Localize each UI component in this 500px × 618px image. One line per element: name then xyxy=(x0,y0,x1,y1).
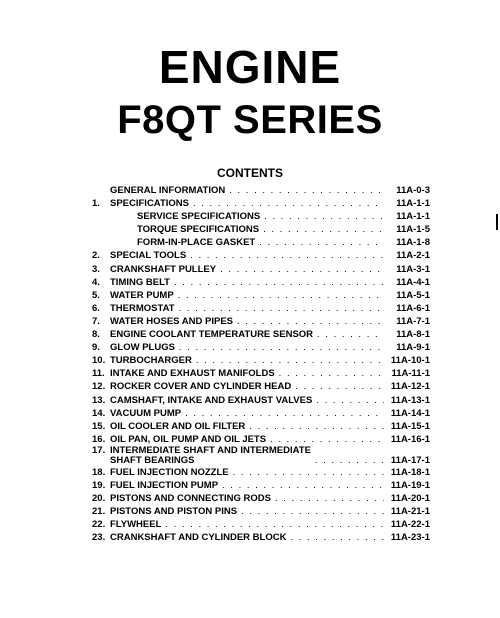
toc-entry-page: 11A-7-1 xyxy=(396,315,430,327)
toc-entry-title: FORM-IN-PLACE GASKET xyxy=(137,237,256,249)
dot-leader xyxy=(317,328,384,341)
dot-leader xyxy=(222,479,384,492)
toc-entry-page: 11A-18-1 xyxy=(390,466,430,478)
toc-entry-number: 20. xyxy=(92,493,106,505)
page-subtitle: F8QT SERIES xyxy=(117,98,383,142)
toc-entry[interactable] xyxy=(92,197,430,210)
dot-leader xyxy=(290,531,384,544)
toc-entry-title: THERMOSTAT xyxy=(110,302,175,314)
dot-leader xyxy=(196,354,384,367)
toc-entry-page: 11A-1-1 xyxy=(396,211,430,223)
page-title: ENGINE xyxy=(158,41,342,93)
dot-leader xyxy=(193,197,384,210)
toc-entry-page: 11A-1-8 xyxy=(396,237,430,249)
toc-entry[interactable] xyxy=(92,354,430,367)
toc-entry-number: 15. xyxy=(92,420,106,432)
toc-entry[interactable] xyxy=(92,223,430,236)
dot-leader xyxy=(190,249,384,262)
toc-entry-page: 11A-8-1 xyxy=(396,329,430,341)
toc-entry-number: 16. xyxy=(92,433,106,445)
table-of-contents xyxy=(92,184,430,544)
toc-entry-page: 11A-23-1 xyxy=(390,532,430,544)
toc-entry-page: 11A-0-3 xyxy=(396,185,430,196)
toc-entry-title: FLYWHEEL xyxy=(110,519,162,531)
toc-entry-number: 10. xyxy=(92,355,106,367)
toc-entry[interactable] xyxy=(92,236,430,249)
toc-entry-number: 11. xyxy=(92,368,105,380)
toc-entry-title: FUEL INJECTION NOZZLE xyxy=(110,466,229,478)
toc-entry-page: 11A-4-1 xyxy=(396,276,430,288)
dot-leader xyxy=(259,236,384,249)
toc-entry-title: WATER HOSES AND PIPES xyxy=(110,315,233,327)
toc-entry[interactable] xyxy=(92,367,430,380)
toc-entry-title-line2: SHAFT BEARINGS xyxy=(110,454,195,466)
toc-entry-title: TORQUE SPECIFICATIONS xyxy=(137,224,260,236)
toc-entry-page: 11A-19-1 xyxy=(390,479,430,491)
dot-leader xyxy=(229,184,384,197)
dot-leader xyxy=(179,302,384,315)
toc-entry-title: CRANKSHAFT PULLEY xyxy=(110,263,217,275)
toc-entry[interactable] xyxy=(92,289,430,302)
dot-leader xyxy=(264,210,384,223)
toc-entry-number: 9. xyxy=(92,342,100,354)
toc-entry[interactable] xyxy=(92,341,430,354)
toc-entry-number: 18. xyxy=(92,466,106,478)
toc-entry-title: ROCKER COVER AND CYLINDER HEAD xyxy=(110,381,292,393)
toc-entry[interactable] xyxy=(92,276,430,289)
toc-entry-page: 11A-21-1 xyxy=(390,506,430,518)
toc-entry-title-line1: INTERMEDIATE SHAFT AND INTERMEDIATE xyxy=(110,444,311,456)
toc-entry-number: 17. xyxy=(92,444,106,456)
toc-entry-number: 19. xyxy=(92,479,106,491)
toc-entry-title: SPECIFICATIONS xyxy=(110,198,189,210)
toc-entry-number: 6. xyxy=(92,302,100,314)
toc-entry[interactable] xyxy=(92,505,430,518)
toc-entry-title: OIL COOLER AND OIL FILTER xyxy=(110,420,246,432)
dot-leader xyxy=(279,367,384,380)
toc-entry-title: OIL PAN, OIL PUMP AND OIL JETS xyxy=(110,433,267,445)
toc-entry-number: 7. xyxy=(92,315,100,327)
dot-leader xyxy=(295,380,384,393)
toc-entry-number: 5. xyxy=(92,289,100,301)
dot-leader xyxy=(185,407,384,420)
toc-entry[interactable] xyxy=(92,446,430,466)
toc-entry[interactable] xyxy=(92,492,430,505)
toc-entry-title: PISTONS AND CONNECTING RODS xyxy=(110,493,271,505)
toc-entry-page: 11A-12-1 xyxy=(390,381,430,393)
toc-entry[interactable] xyxy=(92,210,430,223)
toc-entry-page: 11A-20-1 xyxy=(390,493,430,505)
toc-entry-number: 4. xyxy=(92,276,100,288)
toc-entry-title: TIMING BELT xyxy=(110,276,170,288)
dot-leader xyxy=(220,263,384,276)
toc-entry-page: 11A-5-1 xyxy=(396,289,430,301)
toc-entry-number: 12. xyxy=(92,381,106,393)
toc-entry-title: PISTONS AND PISTON PINS xyxy=(110,506,238,518)
toc-entry-page: 11A-9-1 xyxy=(396,342,430,354)
toc-entry-title: VACUUM PUMP xyxy=(110,407,182,419)
toc-entry-page: 11A-15-1 xyxy=(390,420,430,432)
toc-entry-number: 1. xyxy=(92,198,100,210)
toc-entry-title: CRANKSHAFT AND CYLINDER BLOCK xyxy=(110,532,287,544)
toc-entry-title: FUEL INJECTION PUMP xyxy=(110,479,219,491)
toc-entry[interactable] xyxy=(92,249,430,262)
toc-entry-page: 11A-14-1 xyxy=(390,407,430,419)
dot-leader xyxy=(237,315,384,328)
toc-entry-page: 11A-17-1 xyxy=(390,454,430,466)
dot-leader xyxy=(263,223,384,236)
toc-entry-number: 23. xyxy=(92,532,106,544)
toc-entry-title: WATER PUMP xyxy=(110,289,174,301)
toc-entry-page: 11A-22-1 xyxy=(390,519,430,531)
toc-entry-number: 22. xyxy=(92,519,106,531)
toc-entry-title: TURBOCHARGER xyxy=(110,355,192,367)
toc-entry[interactable] xyxy=(92,328,430,341)
toc-entry-number: 21. xyxy=(92,506,106,518)
toc-entry-number: 3. xyxy=(92,263,100,275)
toc-entry-title: GLOW PLUGS xyxy=(110,342,175,354)
toc-entry-number: 8. xyxy=(92,329,100,341)
dot-leader xyxy=(233,466,384,479)
toc-entry-number: 13. xyxy=(92,394,106,406)
dot-leader xyxy=(249,420,384,433)
toc-entry-page: 11A-11-1 xyxy=(391,368,430,380)
toc-entry-number: 14. xyxy=(92,407,106,419)
toc-entry-title: CAMSHAFT, INTAKE AND EXHAUST VALVES xyxy=(110,394,313,406)
toc-entry[interactable] xyxy=(92,420,430,433)
toc-entry[interactable] xyxy=(92,184,430,197)
toc-entry-title: INTAKE AND EXHAUST MANIFOLDS xyxy=(110,368,275,380)
toc-entry[interactable] xyxy=(92,315,430,328)
toc-entry-page: 11A-3-1 xyxy=(396,263,430,275)
toc-entry[interactable] xyxy=(92,380,430,393)
toc-entry-page: 11A-1-1 xyxy=(396,198,430,210)
toc-entry-page: 11A-2-1 xyxy=(396,250,430,262)
toc-entry[interactable] xyxy=(92,531,430,544)
toc-entry-title: GENERAL INFORMATION xyxy=(110,185,226,196)
toc-entry[interactable] xyxy=(92,466,430,479)
dot-leader xyxy=(178,289,384,302)
toc-entry[interactable] xyxy=(92,263,430,276)
toc-entry-title: ENGINE COOLANT TEMPERATURE SENSOR xyxy=(110,329,314,341)
page-edge-mark xyxy=(496,214,498,230)
toc-entry-page: 11A-13-1 xyxy=(390,394,430,406)
dot-leader xyxy=(241,505,384,518)
toc-entry[interactable] xyxy=(92,394,430,407)
toc-entry[interactable] xyxy=(92,407,430,420)
toc-entry-page: 11A-16-1 xyxy=(390,433,430,445)
toc-entry-page: 11A-1-5 xyxy=(396,224,430,236)
toc-entry-title xyxy=(110,446,311,466)
toc-entry-number: 2. xyxy=(92,250,100,262)
dot-leader xyxy=(174,276,384,289)
dot-leader xyxy=(165,518,384,531)
toc-entry[interactable] xyxy=(92,302,430,315)
toc-entry[interactable] xyxy=(92,518,430,531)
dot-leader xyxy=(315,456,384,466)
toc-entry-page: 11A-10-1 xyxy=(390,355,430,367)
toc-entry-title: SERVICE SPECIFICATIONS xyxy=(137,211,261,223)
dot-leader xyxy=(275,492,384,505)
dot-leader xyxy=(179,341,384,354)
contents-heading: CONTENTS xyxy=(217,166,283,180)
toc-entry-page: 11A-6-1 xyxy=(396,302,430,314)
toc-entry[interactable] xyxy=(92,479,430,492)
dot-leader xyxy=(316,394,384,407)
toc-entry-title: SPECIAL TOOLS xyxy=(110,250,187,262)
